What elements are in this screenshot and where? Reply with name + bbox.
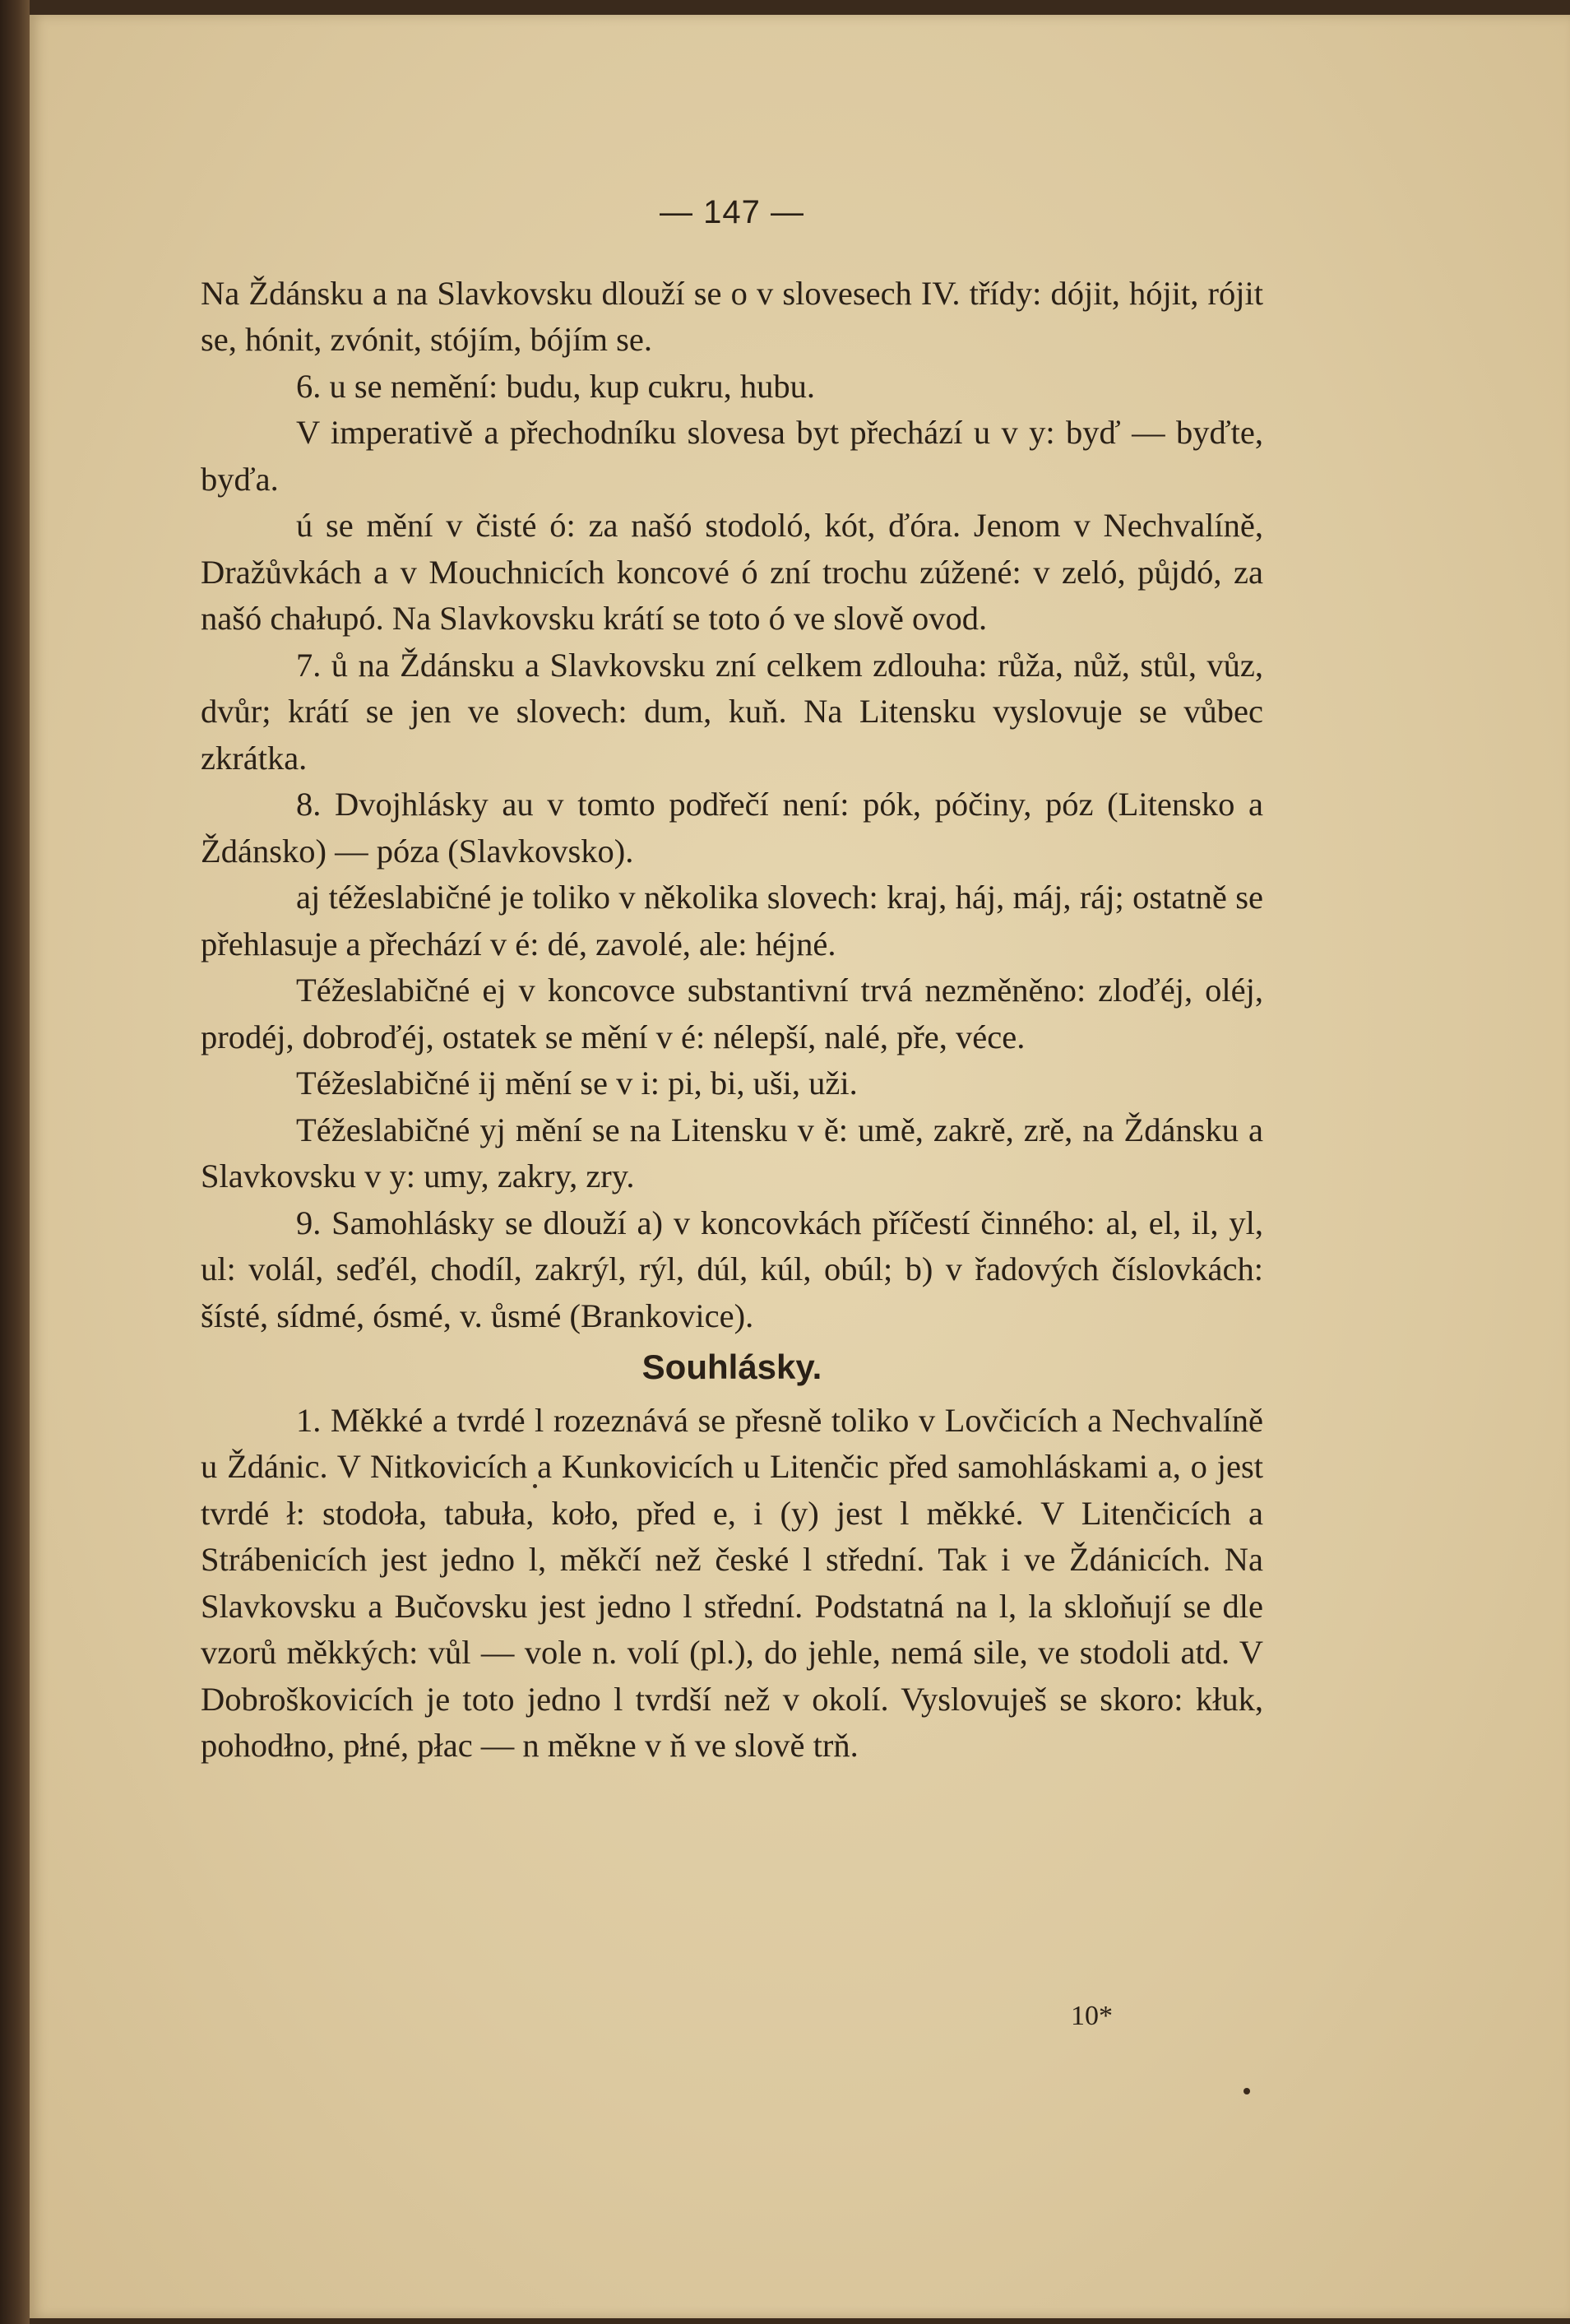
paragraph: Na Ždánsku a na Slavkovsku dlouží se o v slovesech IV. třídy: dójit, hójit, rójit se, hónit, zvónit, stójím, bójím se. (201, 274, 1263, 358)
paragraph: Téžeslabičné ej v koncovce substantivní trvá nezměněno: zloďéj, oléj, prodéj, dobroďéj, ostatek se mění v é: nélepší, nalé, pře, véce. (201, 972, 1263, 1055)
book-binding-edge (0, 0, 30, 2324)
signature-mark: 10* (1071, 2001, 1113, 2031)
paragraph: Téžeslabičné ij mění se v i: pi, bi, uši, uži. (296, 1065, 858, 1102)
paragraph: Téžeslabičné yj mění se na Litensku v ě: umě, zakrě, zrě, na Ždánsku a Slavkovsku v y: umy, zakry, zry. (201, 1111, 1263, 1194)
paragraph: 9. Samohlásky se dlouží a) v koncovkách příčestí činného: al, el, il, yl, ul: volál, seďél, chodíl, zakrýl, rýl, dúl, kúl, obúl; b) v řadových číslovkách: šísté, sídmé, ósmé, v. ůsmé (Brankovice). (201, 1204, 1263, 1334)
ink-speck (1243, 2088, 1250, 2094)
paragraph: 8. Dvojhlásky au v tomto podřečí není: pók, póčiny, póz (Litensko a Ždánsko) — póza (Slavkovsko). (201, 786, 1263, 870)
paragraph: V imperativě a přechodníku slovesa byt přechází u v y: byď — byďte, byďa. (201, 414, 1263, 498)
paragraph: 6. u se nemění: budu, kup cukru, hubu. (296, 367, 816, 405)
paragraph: aj téžeslabičné je toliko v několika slovech: kraj, háj, máj, ráj; ostatně se přehlasuje a přechází v é: dé, zavolé, ale: héjné. (201, 879, 1263, 963)
paragraph: ú se mění v čisté ó: za našó stodoló, kót, ďóra. Jenom v Nechvalíně, Dražůvkách a v Mouchnicích koncové ó zní trochu zúžené: v zeló, půjdó, za našó chałupó. Na Slavkovsku krátí se toto ó ve slově ovod. (201, 507, 1263, 637)
page-text-block (201, 189, 1263, 1770)
section-heading: Souhlásky. (641, 1348, 822, 1386)
paragraph: 1. Měkké a tvrdé l rozeznává se přesně toliko v Lovčicích a Nechvalíně u Ždánic. V Nitkovicích a Kunkovicích u Litenčic před samohláskami a, o jest tvrdé ł: stodoła, tabuła, koło, před e, i (y) jest l měkké. V Litenčicích a Strábenicích jest jedno l, měkčí než české l střední. Tak i ve Ždánicích. Na Slavkovsku a Bučovsku jest jedno l střední. Podstatná na l, la skloňují se dle vzorů měkkých: vůl — vole n. volí (pl.), do jehle, nemá sile, ve stodoli atd. V Dobroškovicích je toto jedno l tvrdší než v okolí. Vyslovuješ se skoro: kłuk, pohodłno, płné, płac — n měkne v ň ve slově trň. (201, 1401, 1263, 1764)
paragraph: 7. ů na Ždánsku a Slavkovsku zní celkem zdlouha: růža, nůž, stůl, vůz, dvůr; krátí se jen ve slovech: dum, kuň. Na Litensku vyslovuje se vůbec zkrátka. (201, 646, 1263, 777)
page-number: — 147 — (660, 194, 804, 230)
